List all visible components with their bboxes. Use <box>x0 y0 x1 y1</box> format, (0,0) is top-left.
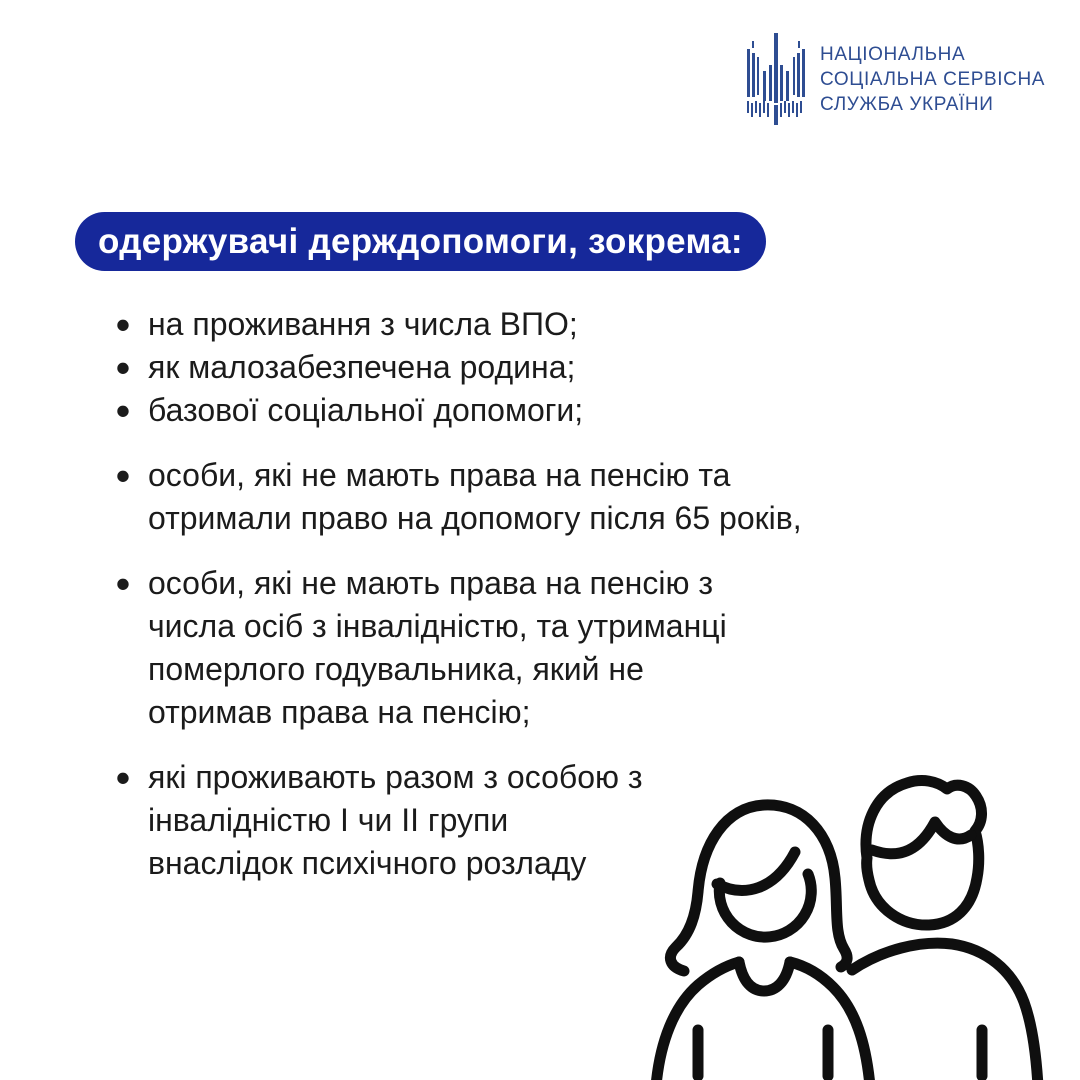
list-item <box>112 303 902 346</box>
org-name <box>820 42 1045 117</box>
trident-icon <box>745 33 807 125</box>
list-item-text: як малозабезпечена родина; <box>148 349 576 385</box>
list-item-text: які проживають разом з особою з інвалідністю І чи ІІ групи внаслідок психічного розладу <box>148 759 643 881</box>
bullet-icon: • <box>115 344 131 391</box>
list-item <box>112 389 902 432</box>
bullet-icon: • <box>115 452 131 499</box>
list-item <box>112 346 902 389</box>
org-name-line-2: СОЦІАЛЬНА СЕРВІСНА <box>820 68 1046 90</box>
two-people-illustration <box>620 740 1080 1080</box>
org-name-line-1: НАЦІОНАЛЬНА <box>820 43 966 65</box>
list-item <box>112 454 902 540</box>
man-figure <box>852 781 1038 1080</box>
list-item-text: базової соціальної допомоги; <box>148 392 584 428</box>
bullet-icon: • <box>115 754 131 801</box>
title-badge-label: одержувачі держдопомоги, зокрема: <box>98 221 743 261</box>
list-item-text: особи, які не мають права на пенсію з числа осіб з інвалідністю, та утриманці померлого годувальника, який не отримав права на пенсію; <box>148 565 727 730</box>
org-name-line-3: СЛУЖБА УКРАЇНИ <box>820 93 994 115</box>
bullet-icon: • <box>115 387 131 434</box>
list-item-text: на проживання з числа ВПО; <box>148 306 578 342</box>
org-logo <box>745 33 1045 125</box>
title-badge <box>75 212 766 271</box>
bullet-icon: • <box>115 560 131 607</box>
list-item-text: особи, які не мають права на пенсію та отримали право на допомогу після 65 років, <box>148 457 802 536</box>
woman-figure <box>656 805 870 1080</box>
bullet-icon: • <box>115 301 131 348</box>
list-item <box>112 562 902 734</box>
